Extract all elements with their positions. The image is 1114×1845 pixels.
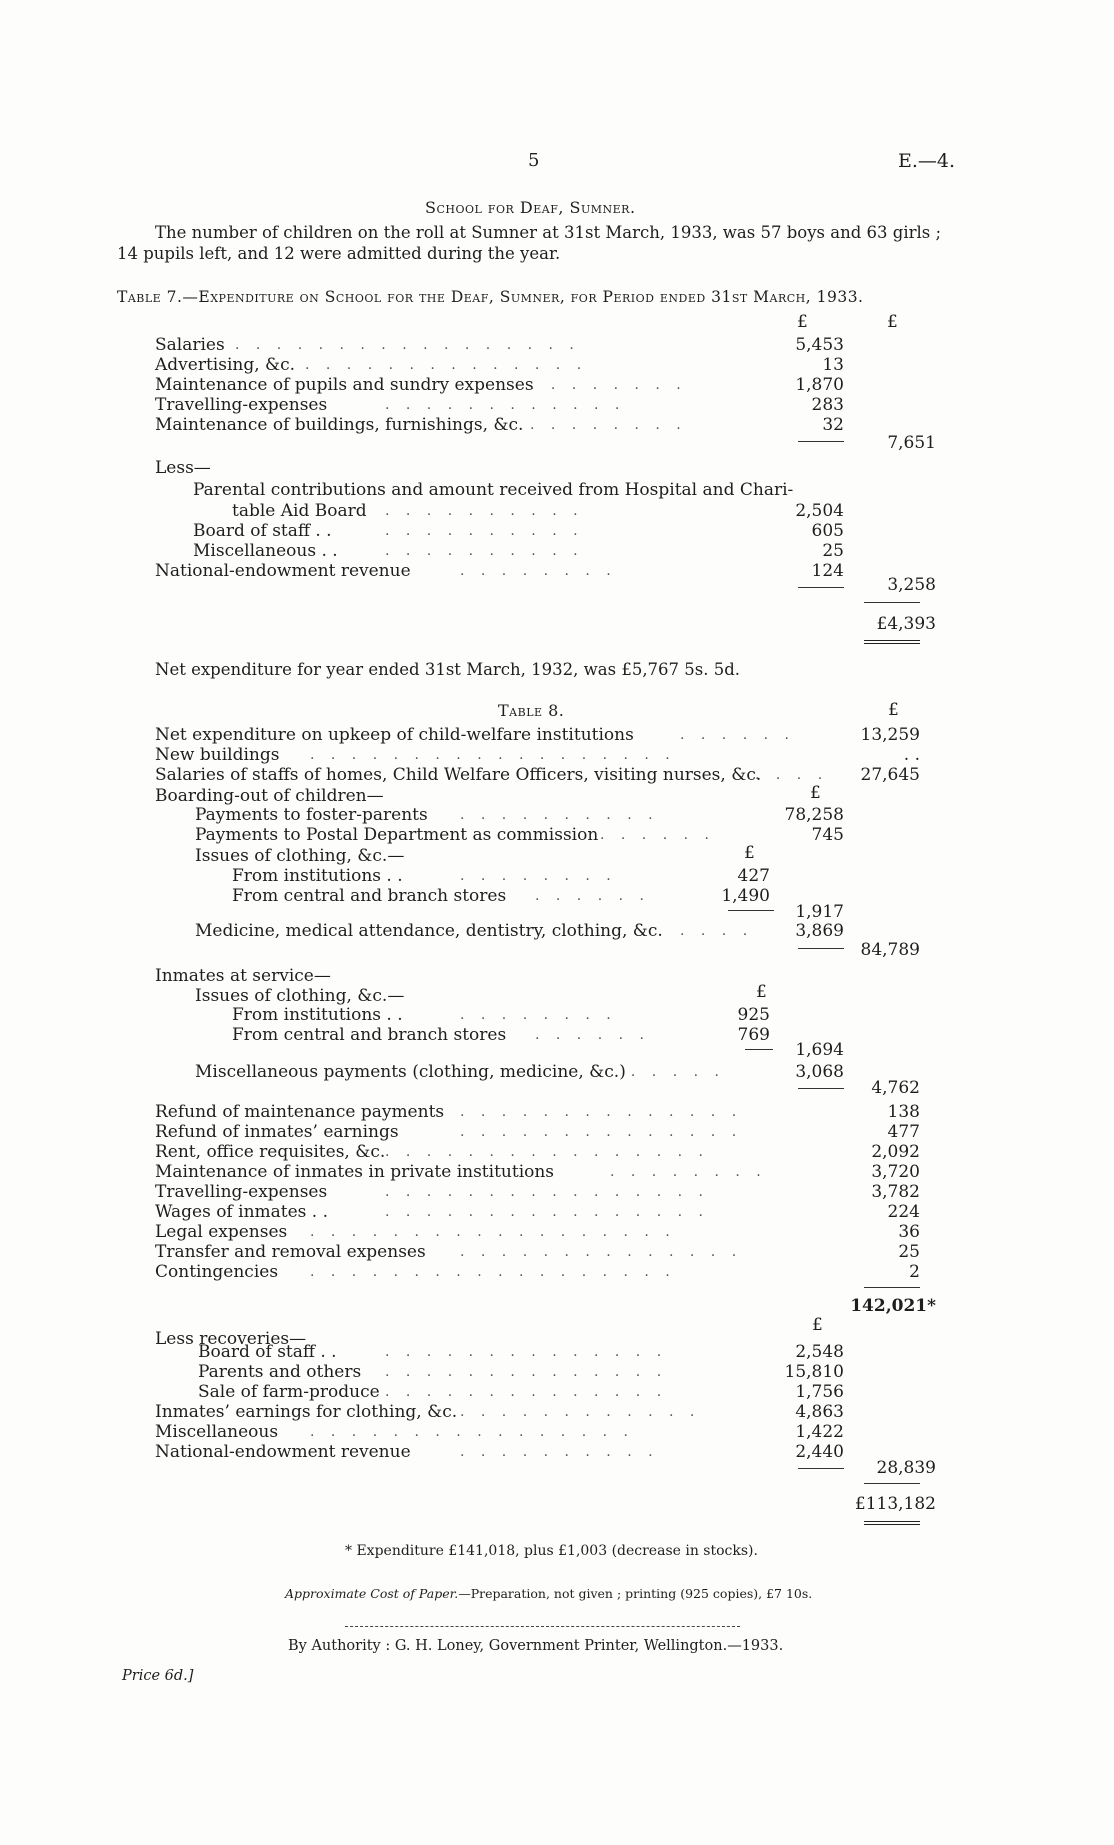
table-row: Wages of inmates . . . . . . . . . . . . . . . . . . 224 [155, 1202, 920, 1222]
row-label: Transfer and removal expenses [155, 1242, 426, 1262]
row-total: 138 [887, 1102, 920, 1122]
row-amount: 769 [737, 1025, 770, 1045]
table-row: Medicine, medical attendance, dentistry, clothing, &c. . . . . 3,869 [195, 921, 844, 941]
currency-header: £ [887, 312, 898, 332]
recoveries-total: 28,839 [876, 1458, 936, 1478]
less-label: Less— [155, 458, 211, 478]
row-label: Refund of inmates’ earnings [155, 1122, 399, 1142]
row-label: From institutions . . [232, 866, 403, 886]
table-row: Sale of farm-produce . . . . . . . . . . . . . . 1,756 [198, 1382, 844, 1402]
row-total: 3,782 [871, 1182, 920, 1202]
row-amount: 2,504 [795, 501, 844, 521]
table7-title: Table 7.—Expenditure on School for the Deaf, Sumner, for Period ended 31st March, 1933. [117, 288, 864, 306]
table-row: Refund of maintenance payments . . . . . . . . . . . . . . 138 [155, 1102, 920, 1122]
rule [798, 948, 844, 949]
row-label: National-endowment revenue [155, 561, 411, 581]
table-row: Parents and others . . . . . . . . . . . . . . 15,810 [198, 1362, 844, 1382]
currency-header: £ [756, 982, 767, 1002]
rule [745, 1049, 773, 1050]
row-amount: 1,422 [795, 1422, 844, 1442]
net-total: £4,393 [876, 614, 936, 634]
row-amount: 745 [811, 825, 844, 845]
row-label: table Aid Board [232, 501, 367, 521]
row-total: 2,092 [871, 1142, 920, 1162]
row-amount: 605 [811, 521, 844, 541]
row-amount: 283 [811, 395, 844, 415]
row-label: Payments to Postal Department as commission [195, 825, 599, 845]
table7 [0, 0, 1114, 700]
cost-of-paper [285, 1586, 812, 1601]
table-row: Legal expenses . . . . . . . . . . . . . . . . . . 36 [155, 1222, 920, 1242]
table-row: From institutions . . . . . . . . . . 925 [232, 1005, 770, 1025]
row-label: Sale of farm-produce [198, 1382, 380, 1402]
row-label: Miscellaneous payments (clothing, medicine, &c.) [195, 1062, 626, 1082]
price: Price 6d.] [122, 1668, 194, 1684]
cost-text: —Preparation, not given ; printing (925 copies), £7 10s. [458, 1586, 813, 1601]
page-number: 5 [528, 150, 540, 171]
clothing-total: 1,694 [795, 1040, 844, 1060]
table-row: National-endowment revenue . . . . . . . . 124 [155, 561, 844, 581]
table-row: Travelling-expenses . . . . . . . . . . . . 283 [155, 395, 844, 415]
row-label: Travelling-expenses [155, 1182, 328, 1202]
row-label: From central and branch stores [232, 886, 507, 906]
boarding-label: Boarding-out of children— [155, 786, 384, 806]
rule [864, 1287, 920, 1288]
paragraph-line-1: The number of children on the roll at Sumner at 31st March, 1933, was 57 boys and 63 girls ; [155, 223, 942, 242]
table-row: Advertising, &c. . . . . . . . . . . . . . . 13 [155, 355, 844, 375]
table-row: Maintenance of buildings, furnishings, &c. . . . . . . . . 32 [155, 415, 844, 435]
row-amount: 3,869 [795, 921, 844, 941]
row-label: Net expenditure on upkeep of child-welfare institutions [155, 725, 634, 745]
row-label: From institutions . . [232, 1005, 403, 1025]
currency-header: £ [888, 700, 899, 720]
table-row: Miscellaneous payments (clothing, medicine, &c.) . . . . . . 3,068 [195, 1062, 844, 1082]
table-row: New buildings . . . . . . . . . . . . . . . . . . . . [155, 745, 920, 765]
row-label: Board of staff . . [193, 521, 332, 541]
row-total: 224 [887, 1202, 920, 1222]
row-amount: 32 [822, 415, 844, 435]
row-amount: 25 [822, 541, 844, 561]
row-label: Miscellaneous [155, 1422, 279, 1442]
less-total: 3,258 [887, 575, 936, 595]
currency-header: £ [810, 783, 821, 803]
rule [798, 1468, 844, 1469]
row-label: Wages of inmates . . [155, 1202, 329, 1222]
rule [345, 1626, 740, 1627]
table-row: Rent, office requisites, &c. . . . . . . . . . . . . . . . . 2,092 [155, 1142, 920, 1162]
table-row: From central and branch stores . . . . . . 1,490 [232, 886, 770, 906]
table-row: Miscellaneous . . . . . . . . . . . . 25 [193, 541, 844, 561]
net-total: £113,182 [854, 1494, 936, 1514]
table-row: From institutions . . . . . . . . . . 427 [232, 866, 770, 886]
row-amount: 4,863 [795, 1402, 844, 1422]
row-label: Payments to foster-parents [195, 805, 428, 825]
row-total: 477 [887, 1122, 920, 1142]
row-label: Rent, office requisites, &c. [155, 1142, 386, 1162]
footnote: * Expenditure £141,018, plus £1,003 (decrease in stocks). [345, 1543, 758, 1559]
service-label: Inmates at service— [155, 966, 331, 986]
row-amount: 1,490 [721, 886, 770, 906]
table-row: Payments to foster-parents . . . . . . . . . . 78,258 [195, 805, 844, 825]
table-row: Contingencies . . . . . . . . . . . . . . . . . . 2 [155, 1262, 920, 1282]
row-label: From central and branch stores [232, 1025, 507, 1045]
row-amount: 2,548 [795, 1342, 844, 1362]
prev-year-note: Net expenditure for year ended 31st March, 1932, was £5,767 5s. 5d. [155, 660, 741, 679]
row-label: Salaries of staffs of homes, Child Welfare Officers, visiting nurses, &c. [155, 765, 762, 785]
row-label: Advertising, &c. [155, 355, 296, 375]
recoveries-label: Less recoveries— [155, 1329, 307, 1349]
table-row: National-endowment revenue . . . . . . . . . . 2,440 [155, 1442, 844, 1462]
row-label: National-endowment revenue [155, 1442, 411, 1462]
row-amount: 3,068 [795, 1062, 844, 1082]
row-label: New buildings [155, 745, 280, 765]
row-amount: 124 [811, 561, 844, 581]
row-amount: 15,810 [784, 1362, 844, 1382]
row-label: Salaries [155, 335, 225, 355]
document-reference: E.—4. [898, 150, 956, 172]
row-label: Maintenance of inmates in private institutions [155, 1162, 555, 1182]
row-amount: 925 [737, 1005, 770, 1025]
row-total: 13,259 [860, 725, 920, 745]
paragraph-line-2: 14 pupils left, and 12 were admitted during the year. [117, 244, 561, 263]
rule [798, 441, 844, 442]
table-row: Inmates’ earnings for clothing, &c. . . . . . . . . . . . . 4,863 [155, 1402, 844, 1422]
row-label: Board of staff . . [198, 1342, 337, 1362]
row-amount: 13 [822, 355, 844, 375]
row-label: Travelling-expenses [155, 395, 328, 415]
row-label: Legal expenses [155, 1222, 288, 1242]
gross-total: 142,021* [850, 1296, 936, 1316]
rule [728, 910, 774, 911]
table-row: Board of staff . . . . . . . . . . . . . . . . 2,548 [198, 1342, 844, 1362]
row-amount: 1,870 [795, 375, 844, 395]
table-row: table Aid Board . . . . . . . . . . 2,504 [232, 501, 844, 521]
row-amount: 2,440 [795, 1442, 844, 1462]
authority-line: By Authority : G. H. Loney, Government Printer, Wellington.—1933. [288, 1638, 784, 1654]
section-heading: School for Deaf, Sumner. [425, 198, 636, 217]
double-rule [864, 640, 920, 644]
rule [864, 602, 920, 603]
row-total: 36 [898, 1222, 920, 1242]
table-row: Payments to Postal Department as commission . . . . . . 745 [195, 825, 844, 845]
clothing-label: Issues of clothing, &c.— [195, 846, 405, 866]
row-amount: 5,453 [795, 335, 844, 355]
rule [864, 1483, 920, 1484]
row-label: Maintenance of pupils and sundry expenses [155, 375, 534, 395]
row-label: Refund of maintenance payments [155, 1102, 445, 1122]
table-row: Transfer and removal expenses . . . . . . . . . . . . . . 25 [155, 1242, 920, 1262]
row-label: Miscellaneous . . [193, 541, 338, 561]
row-label: Medicine, medical attendance, dentistry, clothing, &c. [195, 921, 663, 941]
table-row: Salaries of staffs of homes, Child Welfare Officers, visiting nurses, &c. . . . . 27,645 [155, 765, 920, 785]
row-label: Contingencies [155, 1262, 279, 1282]
row-total: 3,720 [871, 1162, 920, 1182]
currency-header: £ [797, 312, 808, 332]
table-row: Miscellaneous . . . . . . . . . . . . . . . . 1,422 [155, 1422, 844, 1442]
row-total: 25 [898, 1242, 920, 1262]
boarding-total: 84,789 [860, 940, 920, 960]
cost-label: Approximate Cost of Paper. [285, 1586, 459, 1601]
row-total: 2 [909, 1262, 920, 1282]
row-label: Inmates’ earnings for clothing, &c. [155, 1402, 458, 1422]
row-label: Parental contributions and amount received from Hospital and Chari- [193, 480, 794, 500]
row-amount: 78,258 [784, 805, 844, 825]
table-row: Travelling-expenses . . . . . . . . . . . . . . . . 3,782 [155, 1182, 920, 1202]
row-label: Parents and others [198, 1362, 362, 1382]
table-row: Net expenditure on upkeep of child-welfare institutions . . . . . . 13,259 [155, 725, 920, 745]
row-label: Maintenance of buildings, furnishings, &c. [155, 415, 524, 435]
row-amount: 427 [737, 866, 770, 886]
table-row: Refund of inmates’ earnings . . . . . . . . . . . . . . 477 [155, 1122, 920, 1142]
table-row: Salaries . . . . . . . . . . . . . . . . . 5,453 [155, 335, 844, 355]
rule [798, 587, 844, 588]
table-row: Maintenance of inmates in private institutions . . . . . . . . 3,720 [155, 1162, 920, 1182]
clothing-total: 1,917 [795, 902, 844, 922]
table8-title: Table 8. [498, 701, 565, 720]
row-amount: 1,756 [795, 1382, 844, 1402]
rule [798, 1088, 844, 1089]
row-total: . . [903, 745, 920, 765]
service-total: 4,762 [871, 1078, 920, 1098]
row-total: 27,645 [860, 765, 920, 785]
table-row: Board of staff . . . . . . . . . . . . 605 [193, 521, 844, 541]
currency-header: £ [812, 1315, 823, 1335]
clothing-label: Issues of clothing, &c.— [195, 986, 405, 1006]
table-row: Maintenance of pupils and sundry expenses . . . . . . . . 1,870 [155, 375, 844, 395]
subtotal: 7,651 [887, 433, 936, 453]
table-row: From central and branch stores . . . . . . 769 [232, 1025, 770, 1045]
currency-header: £ [744, 843, 755, 863]
double-rule [864, 1521, 920, 1525]
